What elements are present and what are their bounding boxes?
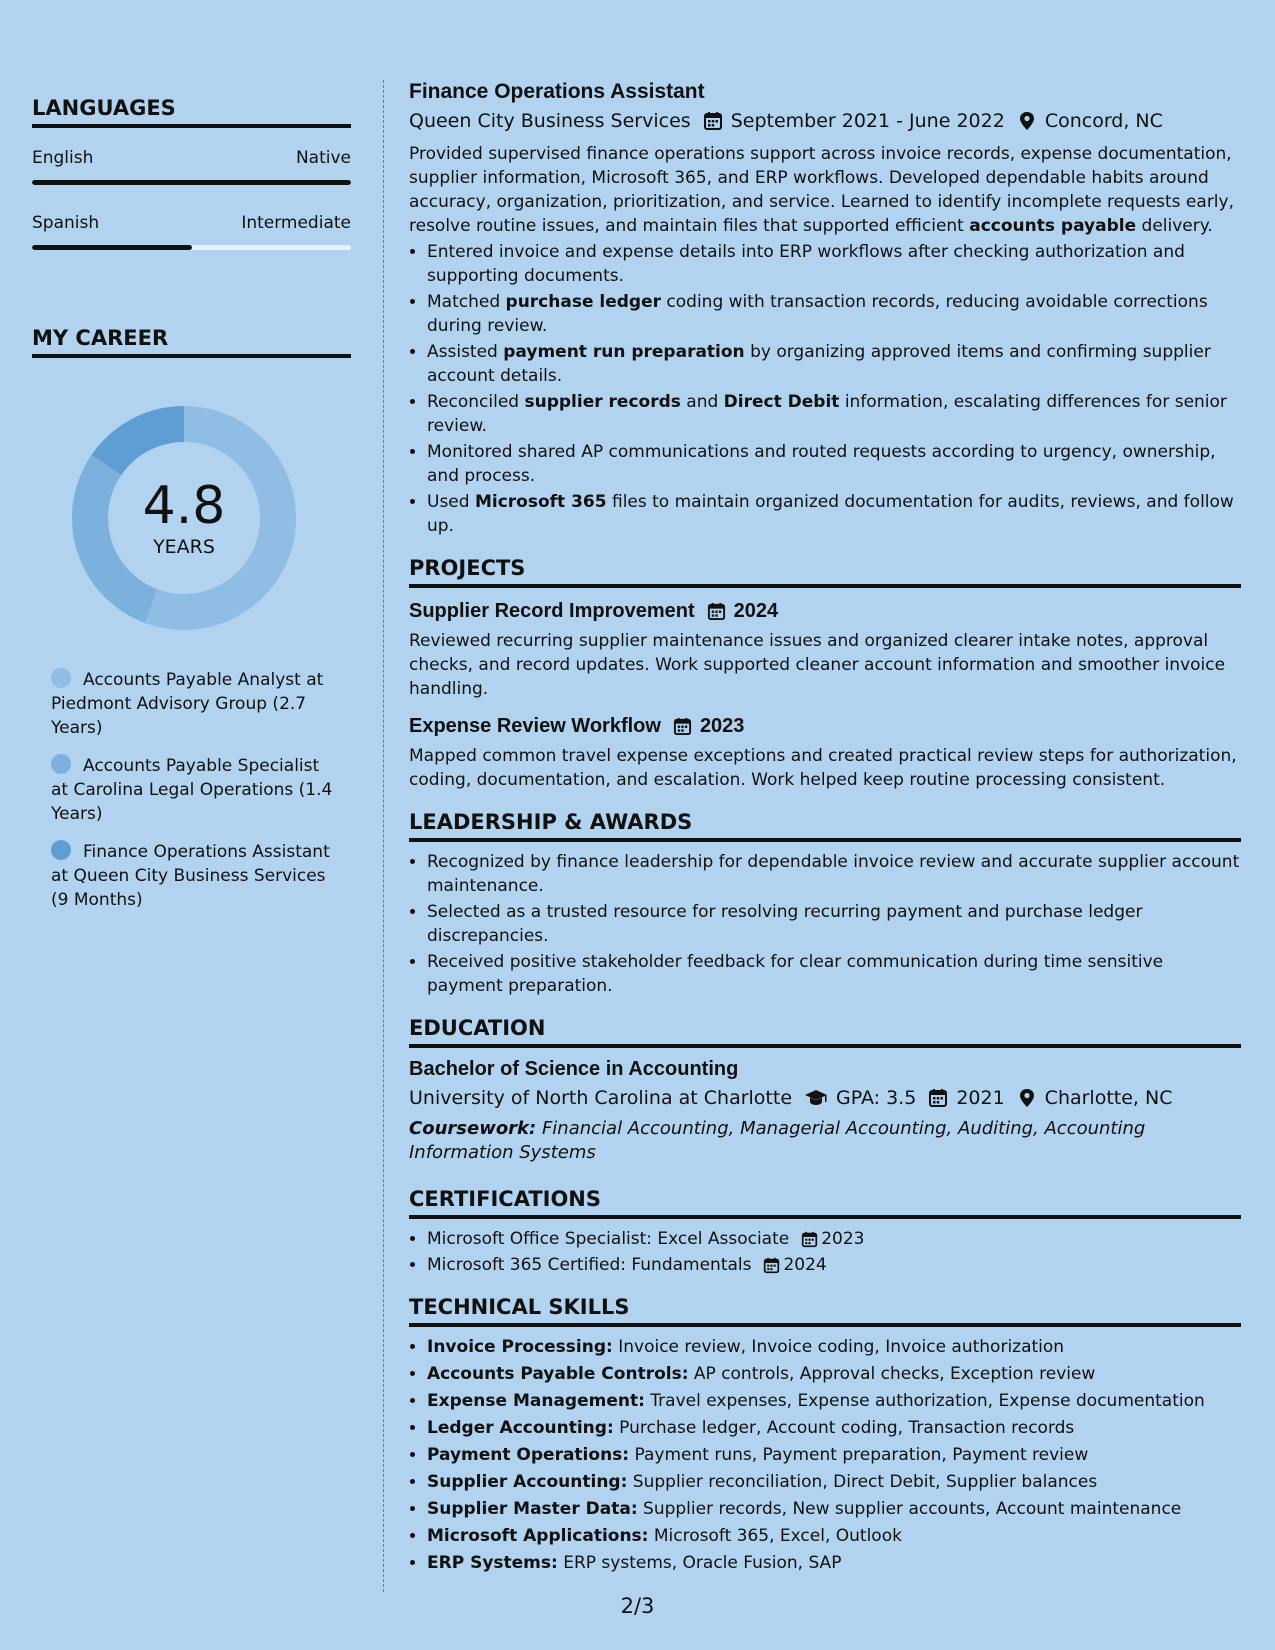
job-company: Queen City Business Services [409,110,691,132]
career-legend-item: Accounts Payable Specialist at Carolina Legal Operations (1.4 Years) [51,756,333,824]
career-total-unit: YEARS [153,536,215,558]
sidebar [32,80,351,926]
job-title: Finance Operations Assistant [409,80,705,103]
project-description: Reviewed recurring supplier maintenance issues and organized clearer intake notes, approval checks, and record updates. Work supported cleaner account information and smoother invoice handling. [409,631,1226,699]
leadership-item: • Received positive stakeholder feedback for clear communication during time sensitive payment preparation. [427,950,1241,998]
job-bullet: • Entered invoice and expense details into ERP workflows after checking authorization and supporting documents. [427,240,1241,288]
career-legend-item: Accounts Payable Analyst at Piedmont Advisory Group (2.7 Years) [51,670,324,738]
language-english [32,148,351,185]
language-proficiency-fill [32,245,192,250]
main-content [409,76,1241,1578]
certifications-list [409,1227,1241,1277]
column-divider [383,80,384,1592]
education-meta [409,1087,1241,1109]
education-coursework: Coursework: Financial Accounting, Managerial Accounting, Auditing, Accounting Information Systems [409,1118,1146,1163]
legend-dot [51,840,71,860]
job-dates: September 2021 - June 2022 [730,110,1005,132]
skill-item: • Supplier Accounting: Supplier reconciliation, Direct Debit, Supplier balances [427,1470,1241,1495]
calendar-icon [673,717,692,736]
certification-item: • Microsoft Office Specialist: Excel Associate 2023 [427,1227,1241,1251]
leadership-item: • Selected as a trusted resource for resolving recurring payment and purchase ledger discrepancies. [427,900,1241,948]
legend-dot [51,668,71,688]
skill-item: • Invoice Processing: Invoice review, Invoice coding, Invoice authorization [427,1335,1241,1360]
job-bullet: • Monitored shared AP communications and routed requests according to urgency, ownership, and process. [427,440,1241,488]
language-proficiency-fill [32,180,351,185]
calendar-icon [707,602,726,621]
leadership-heading: LEADERSHIP & AWARDS [409,810,1241,842]
languages-heading: LANGUAGES [32,96,351,128]
skill-item: • Payment Operations: Payment runs, Payment preparation, Payment review [427,1443,1241,1468]
education-school: University of North Carolina at Charlotte [409,1087,793,1109]
language-proficiency-bar [32,180,351,185]
job-bullet: • Used Microsoft 365 files to maintain organized documentation for audits, reviews, and follow up. [427,490,1241,538]
project-title: Expense Review Workflow 2023 [409,715,745,737]
calendar-icon [763,1257,780,1274]
skill-item: • Accounts Payable Controls: AP controls, Approval checks, Exception review [427,1362,1241,1387]
calendar-icon [703,111,723,131]
career-legend-item: Finance Operations Assistant at Queen City Business Services (9 Months) [51,842,330,910]
leadership-list [409,850,1241,998]
career-total-years: 4.8 [142,476,226,536]
education-heading: EDUCATION [409,1016,1241,1048]
education-year: 2021 [956,1087,1005,1109]
career-heading: MY CAREER [32,326,351,358]
language-level: Intermediate [241,213,351,233]
language-name: English [32,148,94,168]
skills-heading: TECHNICAL SKILLS [409,1295,1241,1327]
graduation-cap-icon [804,1088,828,1108]
project-title: Supplier Record Improvement 2024 [409,600,779,622]
calendar-icon [928,1088,948,1108]
language-spanish [32,213,351,250]
projects-heading: PROJECTS [409,556,1241,588]
location-pin-icon [1017,1088,1037,1108]
skill-item: • Ledger Accounting: Purchase ledger, Account coding, Transaction records [427,1416,1241,1441]
education-gpa: GPA: 3.5 [836,1087,917,1109]
education-degree: Bachelor of Science in Accounting [409,1058,739,1080]
leadership-item: • Recognized by finance leadership for dependable invoice review and accurate supplier account maintenance. [427,850,1241,898]
skill-item: • Supplier Master Data: Supplier records, New supplier accounts, Account maintenance [427,1497,1241,1522]
language-proficiency-bar [32,245,351,250]
job-summary: Provided supervised finance operations support across invoice records, expense documentation, supplier information, Microsoft 365, and ERP workflows. Developed dependable habits around accuracy, organization, prioritization, and service. Learned to identify incomplete requests early, resolve routine issues, and maintain files that supported efficient accounts payable delivery. [409,144,1234,236]
education-location: Charlotte, NC [1044,1087,1173,1109]
job-meta [409,110,1241,132]
job-bullets [409,240,1241,538]
job-bullet: • Matched purchase ledger coding with transaction records, reducing avoidable corrections during review. [427,290,1241,338]
language-level: Native [295,148,351,168]
job-bullet: • Assisted payment run preparation by organizing approved items and confirming supplier account details. [427,340,1241,388]
legend-dot [51,754,71,774]
location-pin-icon [1017,111,1037,131]
skill-item: • Microsoft Applications: Microsoft 365, Excel, Outlook [427,1524,1241,1549]
career-donut-chart [64,398,304,638]
project-description: Mapped common travel expense exceptions and created practical review steps for authorization, coding, documentation, and escalation. Work helped keep routine processing consistent. [409,746,1237,790]
page-number: 2/3 [620,1594,655,1618]
certifications-heading: CERTIFICATIONS [409,1187,1241,1219]
job-bullet: • Reconciled supplier records and Direct Debit information, escalating differences for senior review. [427,390,1241,438]
career-legend [51,668,341,912]
certification-item: • Microsoft 365 Certified: Fundamentals 2024 [427,1253,1241,1277]
skill-item: • ERP Systems: ERP systems, Oracle Fusion, SAP [427,1551,1241,1576]
language-name: Spanish [32,213,100,233]
skills-list [409,1335,1241,1576]
job-location: Concord, NC [1044,110,1163,132]
calendar-icon [801,1231,818,1248]
skill-item: • Expense Management: Travel expenses, Expense authorization, Expense documentation [427,1389,1241,1414]
